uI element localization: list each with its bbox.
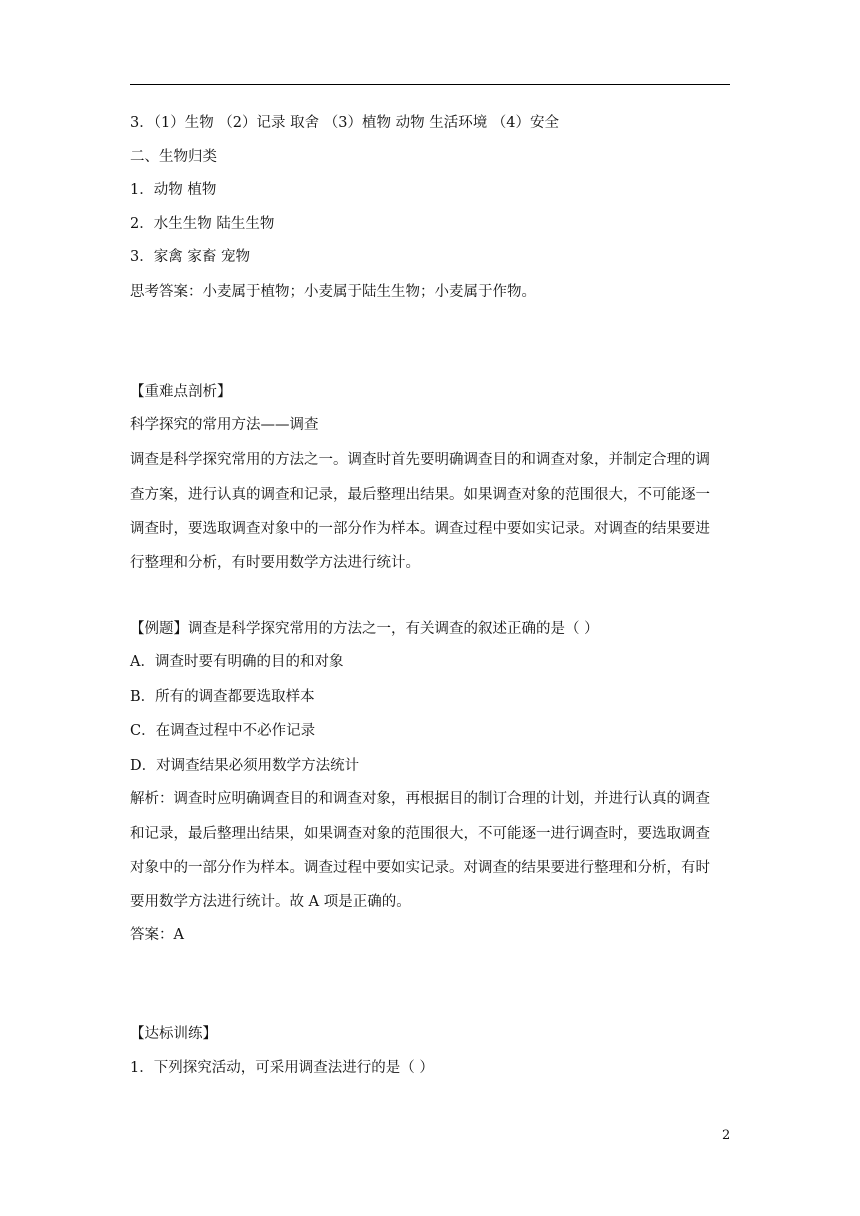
- paragraph-line: 查方案，进行认真的调查和记录，最后整理出结果。如果调查对象的范围很大，不可能逐一: [130, 487, 710, 503]
- paragraph-line: 调查是科学探究常用的方法之一。调查时首先要明确调查目的和调查对象，并制定合理的调: [130, 452, 710, 468]
- section-heading-classification: 二、生物归类: [130, 149, 217, 165]
- paragraph-line: 调查时，要选取调查对象中的一部分作为样本。调查过程中要如实记录。对调查的结果要进: [130, 521, 710, 537]
- example-question: 【例题】调查是科学探究常用的方法之一，有关调查的叙述正确的是（ ）: [130, 621, 599, 637]
- option-d: D．对调查结果必须用数学方法统计: [130, 758, 360, 774]
- option-c: C．在调查过程中不必作记录: [130, 723, 316, 739]
- practice-question-1: 1．下列探究活动，可采用调查法进行的是（ ）: [130, 1060, 434, 1076]
- analysis-line: 要用数学方法进行统计。故 A 项是正确的。: [130, 894, 411, 910]
- analysis-line: 解析：调查时应明确调查目的和调查对象，再根据目的制订合理的计划，并进行认真的调查: [130, 791, 710, 807]
- answer-line-3b: 3．家禽 家畜 宠物: [130, 249, 250, 265]
- method-title: 科学探究的常用方法——调查: [130, 417, 319, 433]
- example-answer: 答案：A: [130, 927, 184, 943]
- analysis-line: 对象中的一部分作为样本。调查过程中要如实记录。对调查的结果要进行整理和分析，有时: [130, 860, 710, 876]
- key-points-heading: 【重难点剖析】: [130, 384, 232, 400]
- option-a: A．调查时要有明确的目的和对象: [130, 654, 344, 670]
- answer-line-2: 2．水生生物 陆生生物: [130, 216, 275, 232]
- option-b: B．所有的调查都要选取样本: [130, 689, 315, 705]
- analysis-line: 和记录，最后整理出结果，如果调查对象的范围很大，不可能逐一进行调查时，要选取调查: [130, 826, 710, 842]
- page-number: 2: [722, 1128, 731, 1143]
- answer-line-1: 1．动物 植物: [130, 182, 217, 198]
- paragraph-line: 行整理和分析，有时要用数学方法进行统计。: [130, 555, 420, 571]
- practice-heading: 【达标训练】: [130, 1026, 217, 1042]
- header-rule: [130, 84, 730, 85]
- thinking-answer: 思考答案：小麦属于植物；小麦属于陆生生物；小麦属于作物。: [130, 284, 536, 300]
- answer-line-3: 3．（1）生物 （2）记录 取舍 （3）植物 动物 生活环境 （4）安全: [130, 115, 560, 131]
